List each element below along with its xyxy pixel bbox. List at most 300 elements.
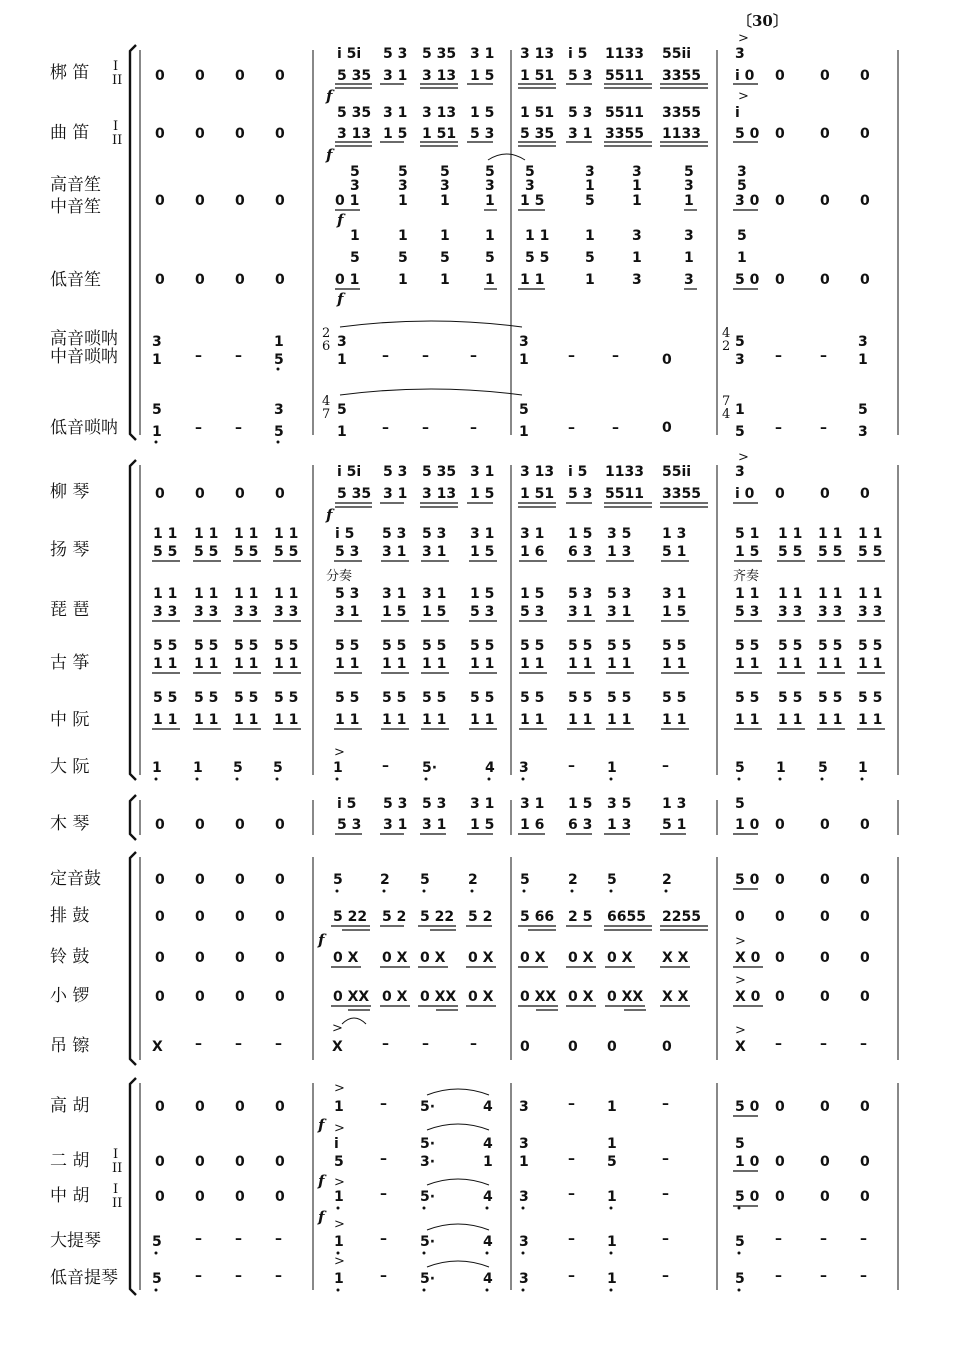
qudi-bottom-note: 5 3	[470, 126, 495, 142]
pipa-bottom: 3 3	[778, 604, 803, 620]
zhongruan-bottom: 1 1	[735, 712, 760, 728]
dash: –	[820, 348, 827, 364]
rest-zero: 0	[195, 950, 205, 966]
rest-zero: 0	[820, 1099, 830, 1115]
zhongruan-top: 5 5	[382, 690, 407, 706]
timpani-note: 2	[380, 872, 390, 888]
xylophone-top-note: 5 3	[422, 796, 447, 812]
qudi-top-note: 5 3	[568, 105, 593, 121]
octave-dot	[610, 1289, 613, 1292]
erhu-bottom-note: 5	[334, 1154, 344, 1170]
rest-zero: 0	[775, 817, 785, 833]
daruan-note: 1	[607, 760, 617, 776]
erhu-bottom-note: 5	[607, 1154, 617, 1170]
dash: –	[860, 1231, 867, 1247]
instrument-label-19: 吊 镲	[50, 1036, 90, 1056]
bangdi-bottom-note: 3 1	[383, 68, 408, 84]
pipa-top: 3 1	[382, 586, 407, 602]
sheng-low-bottom-note: 1	[485, 272, 495, 288]
xylophone-bottom-note: 6 3	[568, 817, 593, 833]
yangqin-top: 3 1	[470, 526, 495, 542]
sheng-low-mid-note: 5	[350, 250, 360, 266]
small-gong-note: 0 X	[382, 989, 408, 1005]
octave-dot	[738, 778, 741, 781]
timpani-note: 5	[520, 872, 530, 888]
gaohu-note: 4	[483, 1099, 493, 1115]
cello-note: 5·	[420, 1234, 436, 1250]
tuning-mark: 4	[722, 407, 731, 422]
liuqin-bottom-note: 3355	[662, 486, 701, 502]
dash: –	[775, 348, 782, 364]
zhongruan-bottom: 1 1	[858, 712, 883, 728]
liuqin-bottom-note: 1 51	[520, 486, 555, 502]
octave-dot	[425, 778, 428, 781]
erhu-bottom-note: 3·	[420, 1154, 436, 1170]
dash: –	[275, 1036, 282, 1052]
yangqin-top: 1 1	[194, 526, 219, 542]
daruan-note: 5	[273, 760, 283, 776]
sheng-low-top-note: 1	[440, 228, 450, 244]
dash: –	[382, 1036, 389, 1052]
octave-dot	[423, 890, 426, 893]
sheng-low-mid-note: 5	[485, 250, 495, 266]
bangdi-top-note: 55ii	[662, 46, 692, 62]
rest-zero: 0	[235, 950, 245, 966]
dash: –	[470, 420, 477, 436]
sheng-low-note: 1	[440, 193, 450, 209]
small-gong-note: X X	[662, 989, 689, 1005]
rest-zero: 0	[607, 1039, 617, 1055]
accent: >	[334, 1175, 345, 1190]
rest-zero: 0	[775, 126, 785, 142]
rest-zero: 0	[860, 1154, 870, 1170]
tambourine-note: 0 X	[607, 950, 633, 966]
octave-dot	[486, 1289, 489, 1292]
dash: –	[860, 1268, 867, 1284]
tambourine-note: 0 X	[420, 950, 446, 966]
octave-dot	[522, 1252, 525, 1255]
octave-dot	[276, 778, 279, 781]
zhongruan-bottom: 1 1	[568, 712, 593, 728]
dash: –	[195, 1036, 202, 1052]
rest-zero: 0	[275, 909, 285, 925]
dash: –	[775, 420, 782, 436]
zhongruan-top: 5 5	[335, 690, 360, 706]
yangqin-bottom: 1 3	[607, 544, 632, 560]
sheng-low-mid-note: 1	[737, 250, 747, 266]
instrument-label-6: 中音唢呐	[50, 347, 118, 367]
qudi-top-note: 5511	[605, 105, 644, 121]
bangdi-top-note: 3 13	[520, 46, 555, 62]
bangdi-bottom-note: 5 3	[568, 68, 593, 84]
xylophone-bottom-note: 3 1	[422, 817, 447, 833]
accent: >	[334, 1121, 345, 1136]
rest-zero: 0	[275, 68, 285, 84]
contrabass-note: 4	[483, 1271, 493, 1287]
daruan-note: 3	[519, 760, 529, 776]
liuqin-bottom-note: 3 13	[422, 486, 457, 502]
zheng-bottom: 1 1	[153, 656, 178, 672]
octave-dot	[196, 778, 199, 781]
pipa-top: 1 1	[194, 586, 219, 602]
zhongruan-bottom: 1 1	[382, 712, 407, 728]
small-gong-note: 0 X	[568, 989, 594, 1005]
dash: –	[662, 1186, 669, 1202]
sheng-low-top-note: 1	[585, 228, 595, 244]
qudi-top-note: 1 5	[470, 105, 495, 121]
zheng-bottom: 1 1	[568, 656, 593, 672]
bangdi-bottom-note: i 0	[735, 68, 755, 84]
accent: >	[334, 1254, 345, 1269]
qudi-bottom-note: 3 13	[337, 126, 372, 142]
rest-zero: 0	[235, 193, 245, 209]
rest-zero: 0	[155, 950, 165, 966]
instrument-label-14: 木 琴	[50, 814, 90, 834]
tambourine-note: 0 X	[333, 950, 359, 966]
dash: –	[422, 348, 429, 364]
timpani-note: 5	[607, 872, 617, 888]
rest-zero: 0	[860, 909, 870, 925]
suona-low-note: 1	[337, 424, 347, 440]
zhongruan-bottom: 1 1	[470, 712, 495, 728]
dynamic-f: f	[318, 1208, 325, 1226]
rest-zero: 0	[235, 486, 245, 502]
qudi-bottom-note: 3355	[605, 126, 644, 142]
rest-zero: 0	[275, 1154, 285, 1170]
instrument-part-2: II	[112, 73, 123, 88]
yangqin-bottom: 5 5	[818, 544, 843, 560]
octave-dot	[738, 1207, 741, 1210]
sheng-mid-note: 5	[737, 178, 747, 194]
pipa-top: 1 1	[234, 586, 259, 602]
octave-dot	[779, 778, 782, 781]
zheng-top: 5 5	[194, 638, 219, 654]
tambourine-note: 0 X	[520, 950, 546, 966]
octave-dot	[277, 368, 280, 371]
zhongruan-top: 5 5	[194, 690, 219, 706]
xylophone-bottom-note: 1 0	[735, 817, 760, 833]
cello-note: 4	[483, 1234, 493, 1250]
qudi-top-note: 5 35	[337, 105, 372, 121]
octave-dot	[155, 1289, 158, 1292]
rest-zero: 0	[662, 420, 672, 436]
suona-low-note: 3	[274, 402, 284, 418]
pipa-bottom: 5 3	[520, 604, 545, 620]
qudi-top-note: i	[735, 105, 740, 121]
zhonghu-note: 5 0	[735, 1189, 760, 1205]
liuqin-top-note: 3 1	[470, 464, 495, 480]
daruan-note: 1	[193, 760, 203, 776]
rest-zero: 0	[860, 193, 870, 209]
instrument-label-13: 大 阮	[50, 757, 90, 777]
yangqin-top: 1 1	[858, 526, 883, 542]
yangqin-top: 5 3	[382, 526, 407, 542]
instrument-label-0: 梆 笛	[50, 63, 90, 83]
liuqin-top-note: 5 3	[383, 464, 408, 480]
zheng-bottom: 1 1	[607, 656, 632, 672]
octave-dot	[610, 778, 613, 781]
accent: >	[738, 89, 749, 104]
rest-zero: 0	[235, 1154, 245, 1170]
pipa-bottom: 3 3	[234, 604, 259, 620]
suona-note: 3	[735, 352, 745, 368]
octave-dot	[236, 778, 239, 781]
yangqin-bottom: 5 1	[662, 544, 687, 560]
pipa-top: 1 1	[778, 586, 803, 602]
dash: –	[422, 420, 429, 436]
rest-zero: 0	[820, 950, 830, 966]
yangqin-top: 1 1	[274, 526, 299, 542]
octave-dot	[522, 1289, 525, 1292]
xylophone-bottom-note: 5 3	[337, 817, 362, 833]
zhongruan-bottom: 1 1	[274, 712, 299, 728]
rest-zero: 0	[155, 817, 165, 833]
yangqin-bottom: 1 5	[735, 544, 760, 560]
instrument-label-15: 定音鼓	[50, 869, 101, 889]
rest-zero: 0	[275, 193, 285, 209]
dash: –	[820, 1036, 827, 1052]
timpani-note: 2	[662, 872, 672, 888]
yangqin-bottom: 1 5	[470, 544, 495, 560]
sheng-low-top-note: 3	[684, 228, 694, 244]
zheng-top: 5 5	[335, 638, 360, 654]
rehearsal-mark: 〔30〕	[737, 12, 788, 30]
sheng-mid-note: 3	[684, 178, 694, 194]
zheng-top: 5 5	[382, 638, 407, 654]
rest-zero: 0	[860, 486, 870, 502]
sheng-low-note: 0 1	[335, 193, 360, 209]
suona-low-note: 5	[274, 424, 284, 440]
instrument-label-4: 低音笙	[50, 270, 101, 290]
instrument-label-3: 中音笙	[50, 197, 101, 217]
suona-low-note: 5	[337, 402, 347, 418]
zhongruan-top: 5 5	[778, 690, 803, 706]
accent: >	[738, 450, 749, 465]
zhongruan-top: 5 5	[274, 690, 299, 706]
sheng-low-top-note: 3	[632, 228, 642, 244]
sheng-high-note: 3	[632, 164, 642, 180]
dash: –	[775, 1268, 782, 1284]
accent: >	[334, 1081, 345, 1096]
tuning-mark: 7	[722, 394, 731, 409]
dash: –	[568, 1186, 575, 1202]
erhu-bottom-note: 1 0	[735, 1154, 760, 1170]
daruan-note: 5	[735, 760, 745, 776]
suona-note: 1	[274, 334, 284, 350]
dash: –	[382, 420, 389, 436]
dash: –	[235, 348, 242, 364]
rest-zero: 0	[235, 989, 245, 1005]
cymbal-note: X	[735, 1039, 746, 1055]
instrument-part-1: I	[113, 1147, 119, 1162]
octave-dot	[423, 1207, 426, 1210]
octave-dot	[522, 1207, 525, 1210]
pipa-bottom: 3 3	[153, 604, 178, 620]
instrument-label-16: 排 鼓	[50, 906, 90, 926]
annotation-fenzou: 分奏	[326, 569, 353, 584]
contrabass-note: 1	[607, 1271, 617, 1287]
zhonghu-note: 4	[483, 1189, 493, 1205]
zhonghu-note: 3	[519, 1189, 529, 1205]
erhu-top-note: 5	[735, 1136, 745, 1152]
yangqin-bottom: 5 3	[335, 544, 360, 560]
tie-slur	[427, 1179, 489, 1185]
rest-zero: 0	[235, 1099, 245, 1115]
bangdi-bottom-note: 3 13	[422, 68, 457, 84]
octave-dot	[277, 441, 280, 444]
zheng-bottom: 1 1	[818, 656, 843, 672]
dash: –	[275, 1231, 282, 1247]
rest-zero: 0	[820, 272, 830, 288]
liuqin-top-note: i 5i	[337, 464, 362, 480]
zheng-bottom: 1 1	[858, 656, 883, 672]
xylophone-top-note: 3 1	[470, 796, 495, 812]
instrument-label-8: 柳 琴	[50, 482, 90, 502]
liuqin-bottom-note: 3 1	[383, 486, 408, 502]
accent: >	[735, 934, 746, 949]
rest-zero: 0	[275, 486, 285, 502]
sheng-mid-note: 1	[585, 178, 595, 194]
dash: –	[195, 348, 202, 364]
rest-zero: 0	[195, 126, 205, 142]
sheng-low-note: 5	[585, 193, 595, 209]
rest-zero: 0	[820, 126, 830, 142]
qudi-bottom-note: 5 35	[520, 126, 555, 142]
yangqin-top: 1 1	[153, 526, 178, 542]
octave-dot	[738, 1252, 741, 1255]
yangqin-top: 5 1	[735, 526, 760, 542]
octave-dot	[821, 778, 824, 781]
rest-zero: 0	[235, 872, 245, 888]
liuqin-bottom-note: 5511	[605, 486, 644, 502]
instrument-part-2: II	[112, 1161, 123, 1176]
rest-zero: 0	[235, 68, 245, 84]
zheng-bottom: 1 1	[520, 656, 545, 672]
sheng-low-mid-note: 1	[632, 250, 642, 266]
xylophone-top-note: 3 1	[520, 796, 545, 812]
suona-note: 5	[735, 334, 745, 350]
qudi-top-note: 3 13	[422, 105, 457, 121]
rest-zero: 0	[820, 817, 830, 833]
bangdi-top-note: 5 35	[422, 46, 457, 62]
gaohu-note: 5·	[420, 1099, 436, 1115]
cello-note: 5	[152, 1234, 162, 1250]
zheng-bottom: 1 1	[194, 656, 219, 672]
rest-zero: 0	[155, 272, 165, 288]
yangqin-top: 3 5	[607, 526, 632, 542]
pipa-bottom: 3 1	[335, 604, 360, 620]
bangdi-bottom-note: 5 35	[337, 68, 372, 84]
octave-dot	[423, 1252, 426, 1255]
erhu-top-note: 4	[483, 1136, 493, 1152]
octave-dot	[488, 778, 491, 781]
rest-zero: 0	[155, 486, 165, 502]
zheng-top: 5 5	[422, 638, 447, 654]
suona-note: 1	[858, 352, 868, 368]
suona-note: 1	[519, 352, 529, 368]
xylophone-bottom-note: 1 3	[607, 817, 632, 833]
xylophone-bottom-note: 3 1	[383, 817, 408, 833]
instrument-label-5: 高音唢呐	[50, 329, 118, 349]
tambourine-note: X X	[662, 950, 689, 966]
paigu-note: 5 2	[468, 909, 493, 925]
rest-zero: 0	[775, 68, 785, 84]
instrument-label-18: 小 锣	[50, 986, 90, 1006]
rest-zero: 0	[195, 193, 205, 209]
dynamic-f: f	[326, 506, 333, 524]
suona-low-note: 1	[735, 402, 745, 418]
yangqin-bottom: 5 5	[274, 544, 299, 560]
zheng-top: 5 5	[858, 638, 883, 654]
rest-zero: 0	[860, 272, 870, 288]
rest-zero: 0	[860, 989, 870, 1005]
timpani-note: 5	[333, 872, 343, 888]
pipa-bottom: 3 1	[568, 604, 593, 620]
pipa-bottom: 5 3	[470, 604, 495, 620]
tambourine-note: 0 X	[568, 950, 594, 966]
rest-zero: 0	[155, 872, 165, 888]
yangqin-top: 1 1	[818, 526, 843, 542]
yangqin-bottom: 1 6	[520, 544, 545, 560]
zhongruan-bottom: 1 1	[607, 712, 632, 728]
liuqin-bottom-note: 5 3	[568, 486, 593, 502]
pipa-top: 1 1	[818, 586, 843, 602]
octave-dot	[861, 778, 864, 781]
octave-dot	[155, 1252, 158, 1255]
instrument-part-2: II	[112, 1196, 123, 1211]
erhu-top-note: 3	[519, 1136, 529, 1152]
dash: –	[195, 420, 202, 436]
zhongruan-top: 5 5	[422, 690, 447, 706]
erhu-bottom-note: 1	[483, 1154, 493, 1170]
paigu-note: 5 22	[333, 909, 368, 925]
rest-zero: 0	[820, 193, 830, 209]
dash: –	[195, 1268, 202, 1284]
instrument-label-7: 低音唢呐	[50, 418, 118, 438]
rest-zero: 0	[775, 272, 785, 288]
sheng-low-bottom-note: 1	[440, 272, 450, 288]
rest-zero: 0	[155, 1189, 165, 1205]
accent: >	[738, 31, 749, 46]
octave-dot	[665, 890, 668, 893]
zheng-top: 5 5	[470, 638, 495, 654]
timpani-note: 2	[568, 872, 578, 888]
tie-slur	[427, 1124, 489, 1130]
dash: –	[235, 1231, 242, 1247]
instrument-label-12: 中 阮	[50, 710, 90, 730]
rest-zero: 0	[155, 68, 165, 84]
rest-zero: 0	[155, 909, 165, 925]
zhongruan-bottom: 1 1	[234, 712, 259, 728]
rest-zero: 0	[860, 1189, 870, 1205]
dash: –	[568, 1151, 575, 1167]
small-gong-note: 0 XX	[520, 989, 557, 1005]
system-brace	[130, 795, 136, 840]
pipa-bottom: 3 3	[194, 604, 219, 620]
zheng-bottom: 1 1	[662, 656, 687, 672]
liuqin-top-note: 55ii	[662, 464, 692, 480]
sheng-low-bottom-note: 3	[684, 272, 694, 288]
sheng-mid-note: 3	[398, 178, 408, 194]
dash: –	[380, 1186, 387, 1202]
dynamic-f: f	[318, 931, 325, 949]
rest-zero: 0	[275, 126, 285, 142]
pipa-bottom: 3 3	[858, 604, 883, 620]
xylophone-top-note: 5 3	[383, 796, 408, 812]
sheng-low-top-note: 5	[737, 228, 747, 244]
dash: –	[662, 1231, 669, 1247]
xylophone-top-note: 3 5	[607, 796, 632, 812]
